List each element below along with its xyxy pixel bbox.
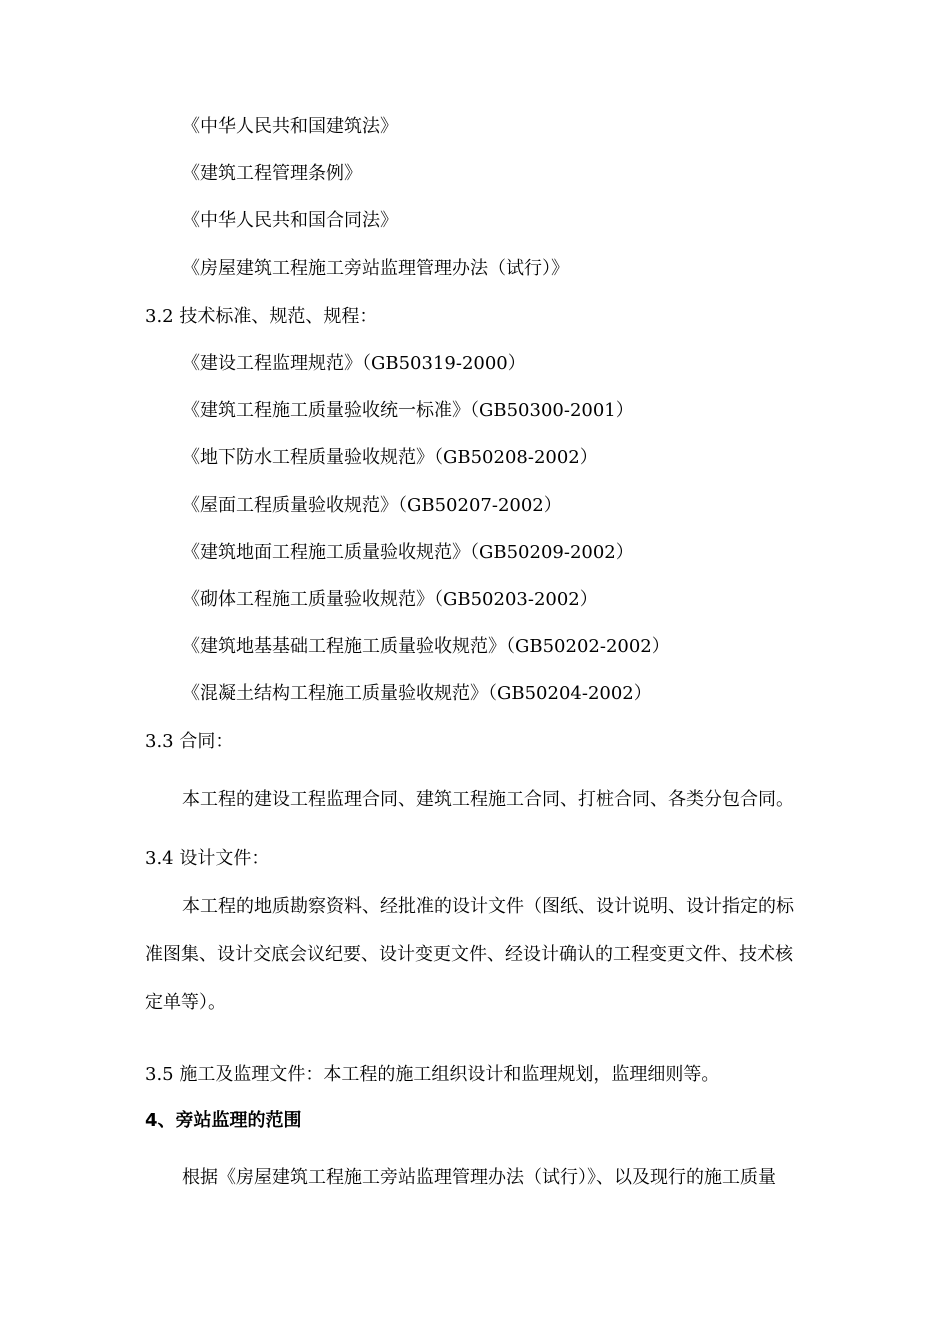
- paragraph-line: 定单等）。: [145, 992, 226, 1013]
- paragraph-line: 准图集、设计交底会议纪要、设计变更文件、经设计确认的工程变更文件、技术核: [145, 944, 793, 965]
- standard-item: 《建筑地基基础工程施工质量验收规范》（GB50202-2002）: [182, 636, 670, 657]
- standard-item: 《建设工程监理规范》（GB50319-2000）: [182, 353, 526, 374]
- paragraph: 本工程的建设工程监理合同、建筑工程施工合同、打桩合同、各类分包合同。: [182, 789, 794, 810]
- section-heading-bold: 4、旁站监理的范围: [145, 1110, 302, 1131]
- section-text: 3.5 施工及监理文件：本工程的施工组织设计和监理规划，监理细则等。: [145, 1064, 720, 1085]
- paragraph: 根据《房屋建筑工程施工旁站监理管理办法（试行）》、以及现行的施工质量: [182, 1167, 776, 1188]
- law-item: 《中华人民共和国合同法》: [182, 210, 398, 231]
- section-heading: 3.3 合同：: [145, 731, 234, 752]
- section-heading: 3.4 设计文件：: [145, 848, 270, 869]
- law-item: 《建筑工程管理条例》: [182, 163, 362, 184]
- standard-item: 《建筑地面工程施工质量验收规范》（GB50209-2002）: [182, 542, 634, 563]
- standard-item: 《建筑工程施工质量验收统一标准》（GB50300-2001）: [182, 400, 634, 421]
- standard-item: 《屋面工程质量验收规范》（GB50207-2002）: [182, 495, 562, 516]
- section-heading: 3.2 技术标准、规范、规程：: [145, 306, 378, 327]
- standard-item: 《地下防水工程质量验收规范》（GB50208-2002）: [182, 447, 598, 468]
- standard-item: 《砌体工程施工质量验收规范》（GB50203-2002）: [182, 589, 598, 610]
- standard-item: 《混凝土结构工程施工质量验收规范》（GB50204-2002）: [182, 683, 652, 704]
- law-item: 《房屋建筑工程施工旁站监理管理办法（试行）》: [182, 258, 569, 279]
- paragraph-line: 本工程的地质勘察资料、经批准的设计文件（图纸、设计说明、设计指定的标: [182, 896, 794, 917]
- law-item: 《中华人民共和国建筑法》: [182, 116, 398, 137]
